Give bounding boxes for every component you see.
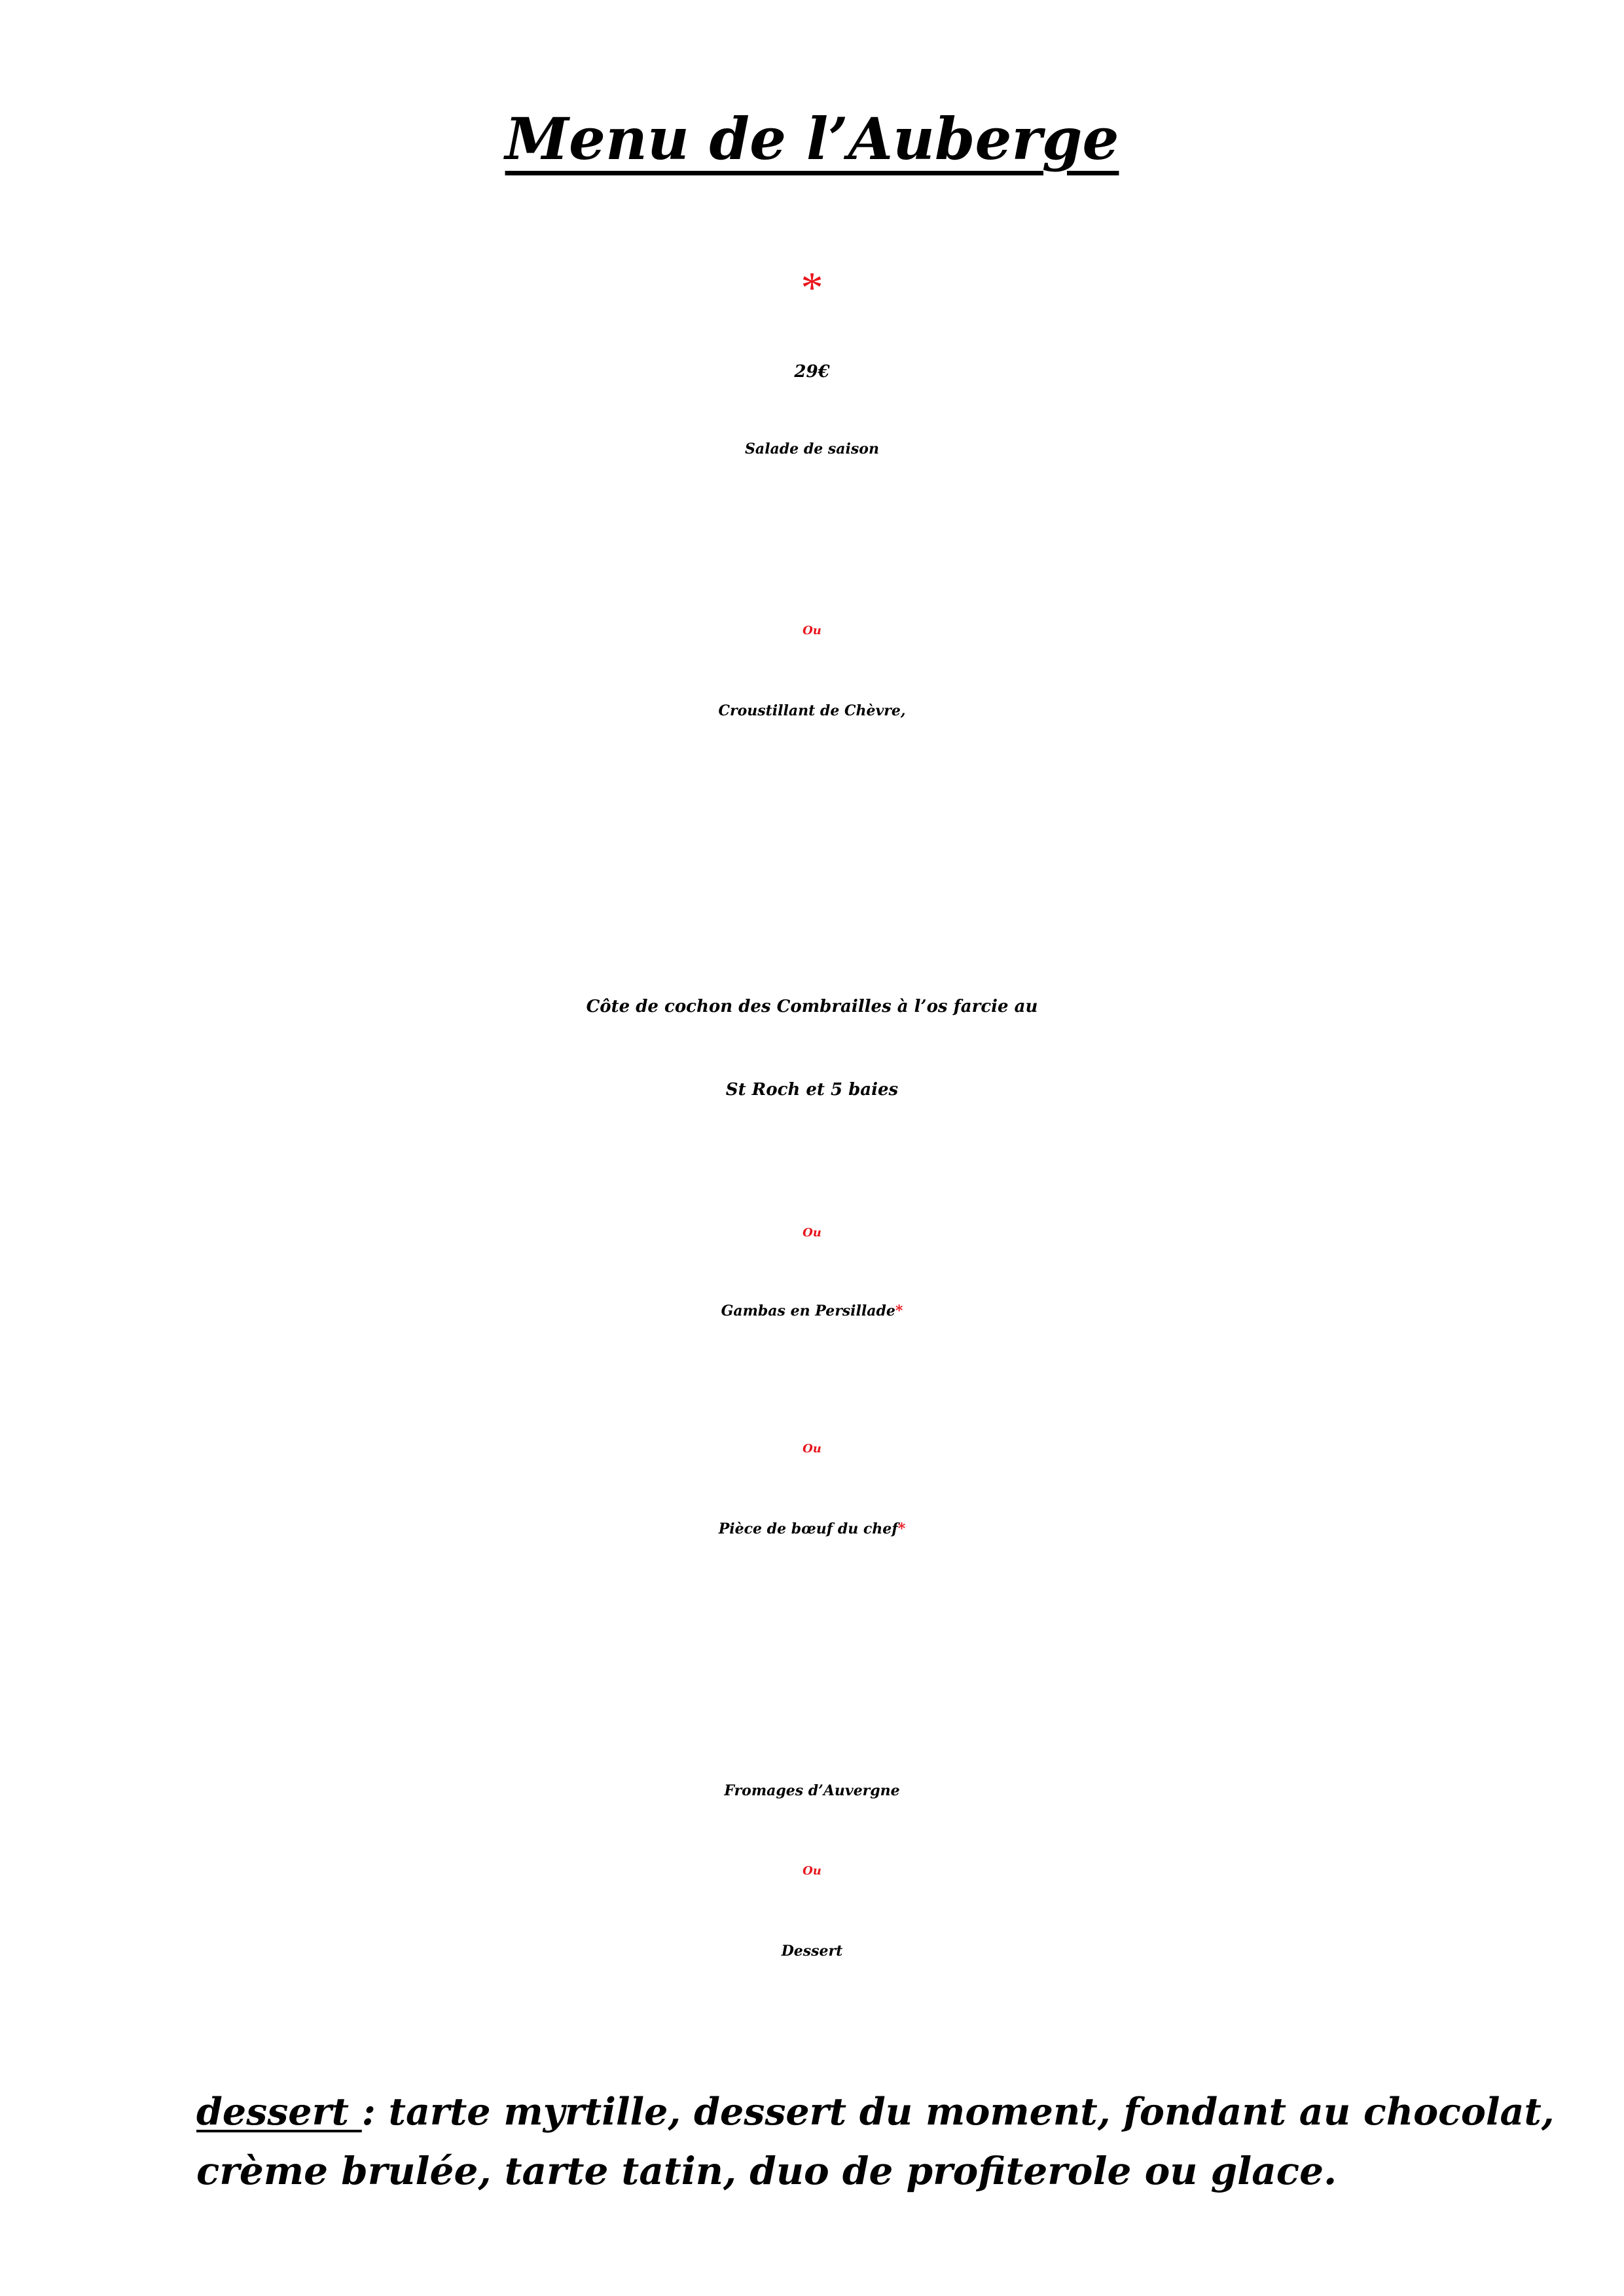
dish-fromages-auvergne: Fromages d’Auvergne	[724, 1782, 900, 1799]
dish-boeuf-name: Pièce de bœuf du chef	[718, 1520, 898, 1537]
dish-piece-de-boeuf	[0, 1522, 1624, 1536]
dish-cote-de-cochon-line2: St Roch et 5 baies	[725, 1080, 899, 1100]
or-separator: Ou	[803, 1226, 821, 1240]
asterisk-mark: *	[801, 262, 823, 312]
supplement-note-truffade	[0, 262, 1624, 312]
dessert-list-text: : tarte myrtille, dessert du moment, fondant au chocolat,	[361, 2090, 1555, 2134]
dish-gambas-name: Gambas en Persillade	[721, 1302, 895, 1319]
dish-gambas-en-persillade	[0, 1304, 1624, 1318]
or-separator: Ou	[803, 624, 821, 637]
asterisk-mark: *	[897, 1520, 906, 1537]
dish-salade-de-saison: Salade de saison	[745, 440, 879, 457]
or-separator: Ou	[803, 1442, 821, 1456]
menu-price: 29€	[794, 362, 830, 382]
dessert-list-line2: crème brulée, tarte tatin, duo de profiterole ou glace.	[196, 2149, 1337, 2193]
dish-cote-de-cochon-line1: Côte de cochon des Combrailles à l’os farcie au	[586, 997, 1038, 1016]
dessert-list-label: dessert	[196, 2090, 362, 2134]
dish-croustillant-chevre: Croustillant de Chèvre,	[718, 702, 906, 719]
dessert-list-line1	[196, 2090, 1555, 2134]
asterisk-mark: *	[895, 1302, 903, 1319]
or-separator: Ou	[803, 1864, 821, 1878]
dish-dessert: Dessert	[781, 1943, 843, 1960]
menu-title: Menu de l’Auberge	[505, 105, 1119, 173]
